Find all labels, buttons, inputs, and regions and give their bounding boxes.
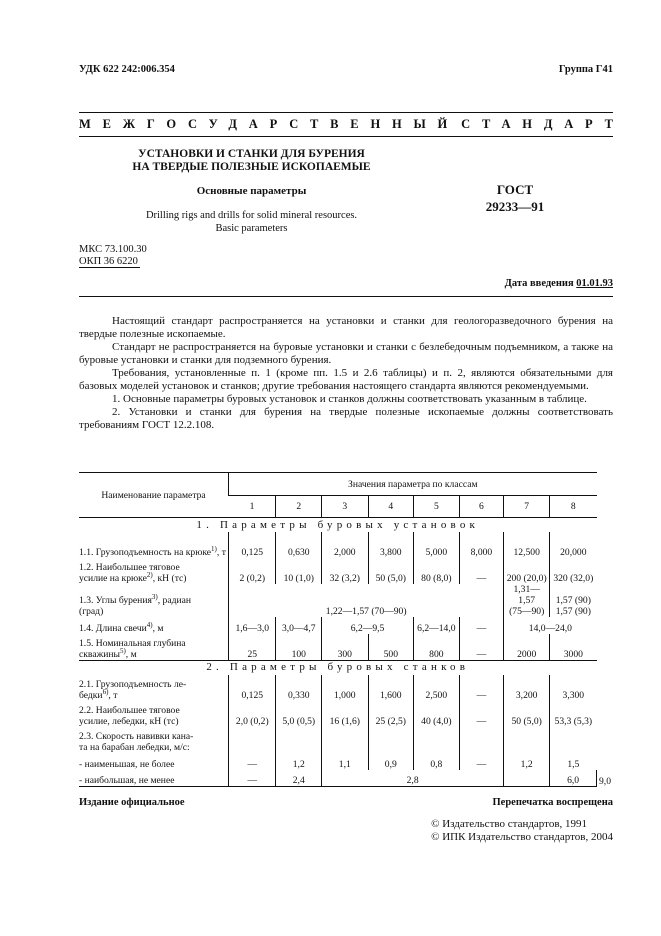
class-header: 7	[504, 496, 550, 518]
row-name: 1.4. Длина свечи$^{4)}$, м	[79, 620, 164, 634]
table-cell: 6,2—14,0	[414, 617, 460, 634]
row-name: - наибольшая, не менее	[79, 775, 175, 786]
table-cell: 1,1	[322, 753, 368, 770]
section-heading-drills: 2. Параметры буровых станков	[79, 660, 597, 675]
table-cell: 3,300	[550, 675, 597, 701]
table-cell: 0,630	[276, 532, 322, 558]
date-label: Дата введения	[504, 278, 574, 289]
banner-rule	[79, 136, 613, 137]
table-cell: 40 (4,0)	[414, 701, 460, 727]
table-cell: 9,0	[597, 770, 614, 787]
document-subtitle: Основные параметры	[196, 185, 307, 197]
table-cell: 14,0—24,0	[504, 617, 597, 634]
table-row	[79, 701, 613, 727]
table-cell: 1,57 (90) 1,57 (90)	[550, 584, 597, 617]
table-cell: 2000	[504, 634, 550, 660]
reprint-prohibited-note: Перепечатка воспрещена	[492, 797, 613, 808]
table-cell: 2,4	[276, 770, 322, 787]
english-title	[79, 209, 424, 235]
table-cell: 1,000	[322, 675, 368, 701]
table-cell: 1,22—1,57 (70—90)	[229, 584, 504, 617]
class-header: 8	[550, 496, 597, 518]
parameters-table	[79, 472, 613, 787]
row-name: 1.2. Наибольшее тяговое усилие на крюке$^{2)}$, кН (тс)	[79, 562, 187, 584]
class-header: 6	[459, 496, 504, 518]
table-row	[79, 558, 613, 584]
table-cell: 3000	[550, 634, 597, 660]
table-cell: —	[459, 701, 504, 727]
table-cell	[504, 770, 550, 787]
class-header: 4	[368, 496, 414, 518]
copyright-1991: © Издательство стандартов, 1991	[431, 818, 588, 830]
mks-code: МКС 73.100.30	[79, 244, 147, 255]
table-cell: 2 (0,2)	[229, 558, 276, 584]
introduction-date	[505, 278, 613, 289]
table-cell: 0,8	[414, 753, 460, 770]
table-cell: 1,600	[368, 675, 414, 701]
english-title-line-2: Basic parameters	[215, 223, 288, 234]
row-name: 2.2. Наибольшее тяговое усилие, лебедки, кН (тс)	[79, 704, 180, 727]
table-row	[79, 532, 613, 558]
table-cell: 2,500	[414, 675, 460, 701]
class-header: 5	[414, 496, 460, 518]
udk-code: УДК 622 242:006.354	[79, 64, 175, 75]
table-cell: 16 (1,6)	[322, 701, 368, 727]
table-cell: 0,330	[276, 675, 322, 701]
table-cell: 12,500	[504, 532, 550, 558]
table-cell: —	[229, 770, 276, 787]
table-cell: 800	[414, 634, 460, 660]
gost-number: 29233—91	[485, 199, 545, 214]
okp-underline	[79, 267, 140, 268]
table-cell: 32 (3,2)	[322, 558, 368, 584]
top-rule	[79, 112, 613, 113]
copyright-block	[431, 818, 613, 844]
table-cell: —	[459, 634, 504, 660]
table-cell: 5,000	[414, 532, 460, 558]
row-name: 1.5. Номинальная глубина скважины$^{5)}$, м	[79, 637, 186, 660]
row-name: 1.3. Углы бурения$^{3)}$, радиан (град)	[79, 592, 191, 617]
table-row	[79, 727, 613, 753]
table-row	[79, 617, 613, 634]
table-cell: 25	[229, 634, 276, 660]
table-cell: 20,000	[550, 532, 597, 558]
table-row	[79, 675, 613, 701]
banner-left: МЕЖГОСУДАРСТВЕННЫЙ	[79, 117, 460, 131]
paragraph-scope: Настоящий стандарт распространяется на установки и станки для геологоразведочного бурения на твердые полезные ископаемые.	[79, 315, 613, 340]
class-header: 3	[322, 496, 368, 518]
paragraph-clause-2: 2. Установки и станки для бурения на твердые полезные ископаемые должны соответствовать требованиям ГОСТ 12.2.108.	[79, 406, 613, 431]
table-cell: 0,125	[229, 675, 276, 701]
paragraph-requirements: Требования, установленные п. 1 (кроме пп. 1.5 и 2.6 таблицы) и п. 2, являются обязательными для базовых моделей установок и станков; другие требования настоящего стандарта являются рекомендуемыми.	[79, 367, 613, 392]
table-cell: —	[229, 753, 276, 770]
table-cell: 500	[368, 634, 414, 660]
column-header-values: Значения параметра по классам	[229, 473, 597, 496]
table-cell: —	[459, 753, 504, 770]
table-cell: —	[459, 675, 504, 701]
title-line-1: УСТАНОВКИ И СТАНКИ ДЛЯ БУРЕНИЯ	[138, 148, 365, 160]
table-cell: 1,5	[550, 753, 597, 770]
row-name: - наименьшая, не более	[79, 758, 175, 770]
english-title-line-1: Drilling rigs and drills for solid mineral resources.	[145, 210, 358, 221]
paragraph-clause-1: 1. Основные параметры буровых установок и станков должны соответствовать указанным в таблице.	[112, 393, 587, 405]
official-edition-note: Издание официальное	[79, 797, 185, 808]
section-heading-rigs: 1. Параметры буровых установок	[196, 518, 480, 531]
table-cell: 1,6—3,0	[229, 617, 276, 634]
gost-label: ГОСТ	[496, 182, 534, 197]
table-cell: 25 (2,5)	[368, 701, 414, 727]
table-cell: 1,2	[276, 753, 322, 770]
class-header: 1	[229, 496, 276, 518]
banner-right: СТАНДАРТ	[461, 117, 625, 131]
table-cell: 53,3 (5,3)	[550, 701, 597, 727]
classification-codes	[79, 244, 147, 268]
table-cell: 0,125	[229, 532, 276, 558]
body-text	[79, 315, 613, 432]
table-cell: 3,800	[368, 532, 414, 558]
class-header: 2	[276, 496, 322, 518]
table-cell: 50 (5,0)	[504, 701, 550, 727]
table-cell: —	[459, 617, 504, 634]
table-cell: 200 (20,0)	[504, 558, 550, 584]
group-code: Группа Г41	[558, 64, 613, 75]
date-rule	[79, 296, 613, 297]
okp-code: ОКП 36 6220	[79, 256, 138, 267]
table-cell: 320 (32,0)	[550, 558, 597, 584]
table-cell: 2,8	[322, 770, 504, 787]
row-name: 1.1. Грузоподъемность на крюке$^{1)}$, т	[79, 544, 226, 558]
table-cell: 100	[276, 634, 322, 660]
table-cell: 3,0—4,7	[276, 617, 322, 634]
table-cell: 6,0	[550, 770, 597, 787]
row-name: 2.3. Скорость навивки кана- та на барабан лебедки, м/с:	[79, 730, 194, 753]
table-cell: 80 (8,0)	[414, 558, 460, 584]
table-row	[79, 634, 613, 660]
row-name: 2.1. Грузоподъемность ле- бедки$^{6)}$, т	[79, 678, 187, 701]
table-cell: 300	[322, 634, 368, 660]
table-row	[79, 584, 613, 617]
table-bottom-rule	[79, 787, 597, 788]
table-cell: 3,200	[504, 675, 550, 701]
table-cell: 10 (1,0)	[276, 558, 322, 584]
table-cell: 2,000	[322, 532, 368, 558]
table-row	[79, 753, 613, 770]
table-cell: 0,9	[368, 753, 414, 770]
gost-designation	[450, 181, 580, 215]
table-cell: —	[459, 558, 504, 584]
paragraph-exclusions: Стандарт не распространяется на буровые установки и станки с безлебедочным подъемником, а также на буровые установки и станки для подземного бурения.	[79, 341, 613, 366]
date-value: 01.01.93	[576, 278, 613, 289]
column-header-name: Наименование параметра	[79, 473, 229, 518]
table-row	[79, 770, 613, 787]
document-title	[79, 148, 424, 174]
title-line-2: НА ТВЕРДЫЕ ПОЛЕЗНЫЕ ИСКОПАЕМЫЕ	[132, 161, 371, 173]
table-cell: 5,0 (0,5)	[276, 701, 322, 727]
table-cell: 8,000	[459, 532, 504, 558]
table-cell: 50 (5,0)	[368, 558, 414, 584]
table-cell: 6,2—9,5	[322, 617, 414, 634]
table-cell: 1,2	[504, 753, 550, 770]
table-cell: 2,0 (0,2)	[229, 701, 276, 727]
copyright-2004: © ИПК Издательство стандартов, 2004	[431, 831, 613, 843]
table-cell: 1,31—1,57 (75—90)	[504, 584, 550, 617]
